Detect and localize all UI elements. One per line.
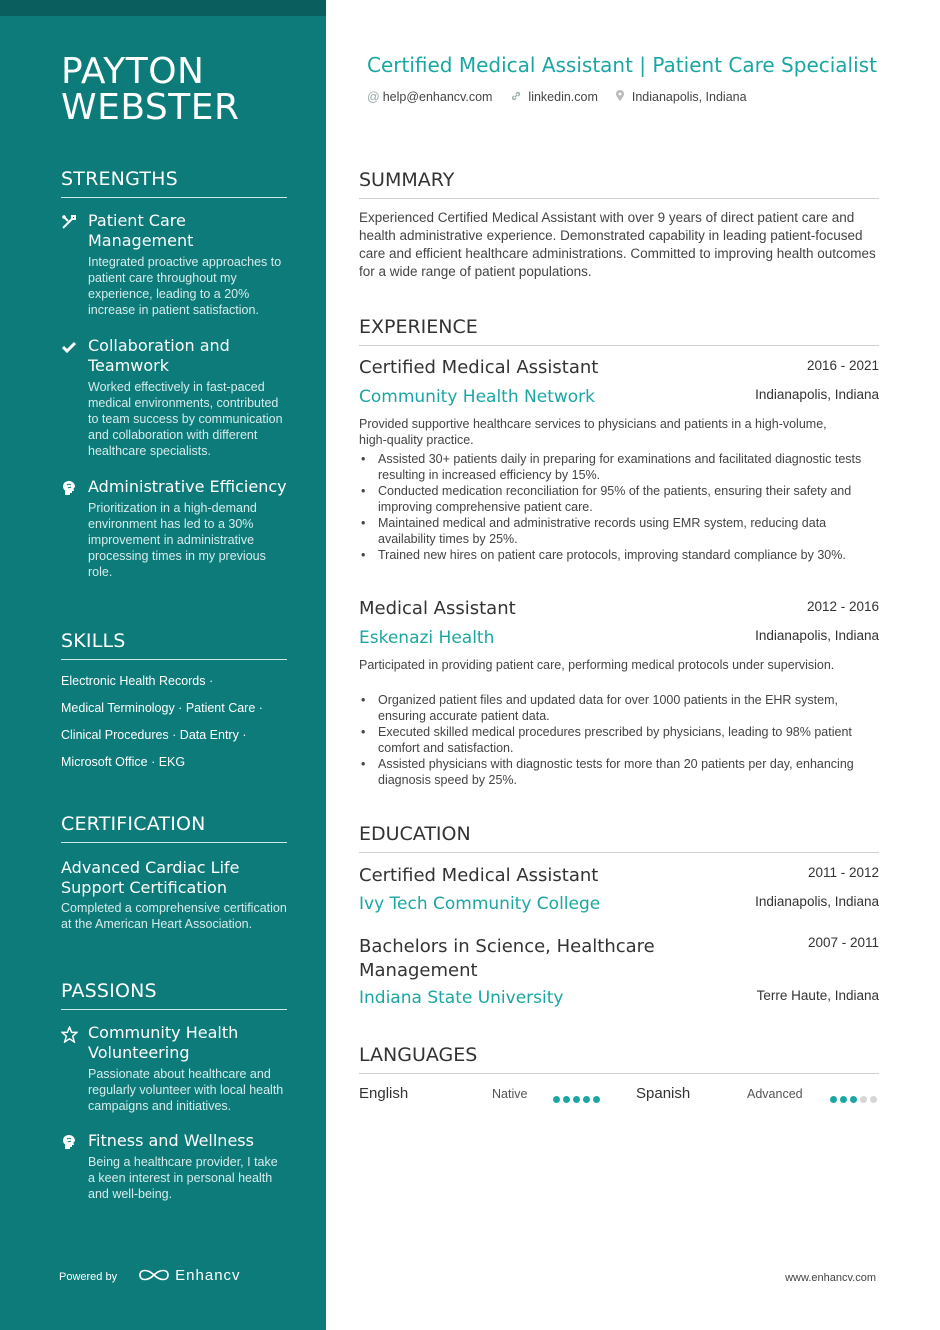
education-school: Indiana State University — [359, 988, 564, 1008]
proficiency-dot — [573, 1096, 580, 1103]
experience-heading: EXPERIENCE — [359, 316, 879, 346]
job-bullet: • Assisted physicians with diagnostic tests for more than 20 patients per day, enhancing diagnosis speed by 25%. — [359, 756, 879, 788]
link-icon — [510, 90, 525, 104]
job-bullet: • Maintained medical and administrative records using EMR system, reducing data availability times by 25%. — [359, 515, 879, 547]
job-bullet: • Trained new hires on patient care protocols, improving standard compliance by 30%. — [359, 547, 879, 563]
proficiency-dot — [840, 1096, 847, 1103]
job-bullets — [359, 692, 879, 788]
passion-title: Fitness and Wellness — [88, 1131, 254, 1150]
language-name: Spanish — [636, 1085, 691, 1102]
job-location: Indianapolis, Indiana — [755, 387, 879, 402]
strength-item — [61, 211, 287, 318]
language-name: English — [359, 1085, 409, 1102]
language-level: Native — [492, 1087, 528, 1101]
language-proficiency-dots — [830, 1090, 880, 1098]
certification-desc: Completed a comprehensive certification at the American Heart Association. — [61, 901, 287, 931]
email-text: help@enhancv.com — [382, 90, 493, 104]
certification-heading: CERTIFICATION — [61, 813, 287, 843]
candidate-name — [61, 51, 240, 128]
job-bullet: • Assisted 30+ patients daily in preparing for examinations and facilitated diagnostic tests resulting in increased efficiency by 15%. — [359, 451, 879, 483]
proficiency-dot — [563, 1096, 570, 1103]
job-description: Participated in providing patient care, performing medical protocols under supervision. — [359, 658, 835, 672]
job-bullet: • Organized patient files and updated data for over 1000 patients in the EHR system, ensuring accurate patient data. — [359, 692, 879, 724]
skills-heading: SKILLS — [61, 630, 287, 660]
location-contact — [615, 90, 746, 104]
strength-title: Collaboration and Teamwork — [88, 336, 230, 375]
passion-item — [61, 1131, 287, 1202]
education-degree: Certified Medical Assistant — [359, 865, 599, 886]
skills-section — [61, 630, 287, 776]
passion-desc: Being a healthcare provider, I take a keen interest in personal health and well-being. — [88, 1155, 278, 1201]
at-icon: @ — [367, 90, 380, 104]
job-company: Eskenazi Health — [359, 628, 495, 648]
star-icon — [61, 1026, 79, 1044]
education-school: Ivy Tech Community College — [359, 894, 601, 914]
passions-heading: PASSIONS — [61, 980, 287, 1010]
job-location: Indianapolis, Indiana — [755, 628, 879, 643]
education-degree: Bachelors in Science, Healthcare Management — [359, 936, 655, 981]
last-name: WEBSTER — [61, 87, 240, 128]
education-dates: 2007 - 2011 — [807, 935, 879, 950]
powered-by-label: Powered by — [59, 1271, 118, 1283]
passion-desc: Passionate about healthcare and regularly volunteer with local health campaigns and initiatives. — [88, 1067, 284, 1113]
footer-url[interactable]: www.enhancv.com — [785, 1272, 876, 1284]
passion-title: Community Health Volunteering — [88, 1023, 239, 1062]
first-name: PAYTON — [61, 51, 205, 92]
job-title: Certified Medical Assistant — [359, 357, 599, 378]
job-bullet: • Executed skilled medical procedures prescribed by physicians, leading to 98% patient comfort and satisfaction. — [359, 724, 879, 756]
proficiency-dot — [553, 1096, 560, 1103]
contact-row — [367, 90, 761, 104]
languages-heading: LANGUAGES — [359, 1044, 879, 1074]
strength-desc: Worked effectively in fast-paced medical environments, contributed to team success by communication and collaboration with different healthcare specialists. — [88, 380, 283, 458]
skills-line: Electronic Health Records · — [61, 674, 214, 688]
proficiency-dot — [593, 1096, 600, 1103]
strength-title: Administrative Efficiency — [88, 477, 287, 496]
linkedin-contact[interactable] — [510, 90, 598, 104]
job-description: Provided supportive healthcare services to physicians and patients in a high-volume, high-quality practice. — [359, 417, 827, 447]
location-text: Indianapolis, Indiana — [631, 90, 747, 104]
job-title: Medical Assistant — [359, 598, 516, 619]
location-pin-icon — [615, 90, 628, 104]
skills-line: Medical Terminology · Patient Care · — [61, 701, 263, 715]
skills-line: Microsoft Office · EKG — [61, 755, 186, 769]
enhancv-brand: Enhancv — [175, 1267, 241, 1284]
strengths-heading: STRENGTHS — [61, 168, 287, 198]
sidebar — [0, 0, 326, 1330]
education-location: Indianapolis, Indiana — [755, 894, 879, 909]
summary-heading: SUMMARY — [359, 169, 879, 199]
strength-item — [61, 336, 287, 459]
language-proficiency-dots — [553, 1090, 603, 1098]
proficiency-dot — [830, 1096, 837, 1103]
proficiency-dot — [583, 1096, 590, 1103]
job-bullet: • Conducted medication reconciliation for 95% of the patients, ensuring their safety and improving comprehensive patient care. — [359, 483, 879, 515]
strength-item — [61, 477, 287, 580]
education-heading: EDUCATION — [359, 823, 879, 853]
proficiency-dot — [850, 1096, 857, 1103]
language-level: Advanced — [747, 1087, 803, 1101]
certification-title: Advanced Cardiac Life Support Certification — [61, 858, 240, 897]
strength-desc: Prioritization in a high-demand environment has led to a 30% improvement in administrative processing times in my previous role. — [88, 501, 266, 579]
enhancv-logo — [138, 1267, 241, 1284]
strength-title: Patient Care Management — [88, 211, 194, 250]
email-contact[interactable] — [367, 90, 492, 104]
tools-icon — [61, 214, 79, 232]
skills-list — [61, 668, 287, 776]
check-icon — [61, 339, 79, 357]
education-location: Terre Haute, Indiana — [756, 988, 879, 1003]
headline: Certified Medical Assistant | Patient Care Specialist — [367, 53, 877, 77]
job-bullets — [359, 451, 879, 563]
brain-icon — [61, 1134, 79, 1152]
job-dates: 2012 - 2016 — [806, 599, 879, 614]
job-company: Community Health Network — [359, 387, 595, 407]
education-dates: 2011 - 2012 — [807, 865, 879, 880]
strengths-section — [61, 168, 287, 580]
brain-icon — [61, 480, 79, 498]
summary-text: Experienced Certified Medical Assistant with over 9 years of direct patient care and health administrative experience. Demonstrated capability in leading patient-focused care and efficient healthcare administrations. Committed to improving health outcomes for a wide range of patient populations. — [359, 210, 876, 279]
proficiency-dot-empty — [870, 1096, 877, 1103]
linkedin-text: linkedin.com — [528, 90, 598, 104]
job-dates: 2016 - 2021 — [806, 358, 879, 373]
certification-section — [61, 813, 287, 932]
sidebar-top-strip — [0, 0, 326, 16]
passions-section — [61, 980, 287, 1202]
skills-line: Clinical Procedures · Data Entry · — [61, 728, 247, 742]
strength-desc: Integrated proactive approaches to patient care throughout my experience, leading to a 20% increase in patient satisfaction. — [88, 255, 282, 317]
proficiency-dot-empty — [860, 1096, 867, 1103]
passion-item — [61, 1023, 287, 1114]
